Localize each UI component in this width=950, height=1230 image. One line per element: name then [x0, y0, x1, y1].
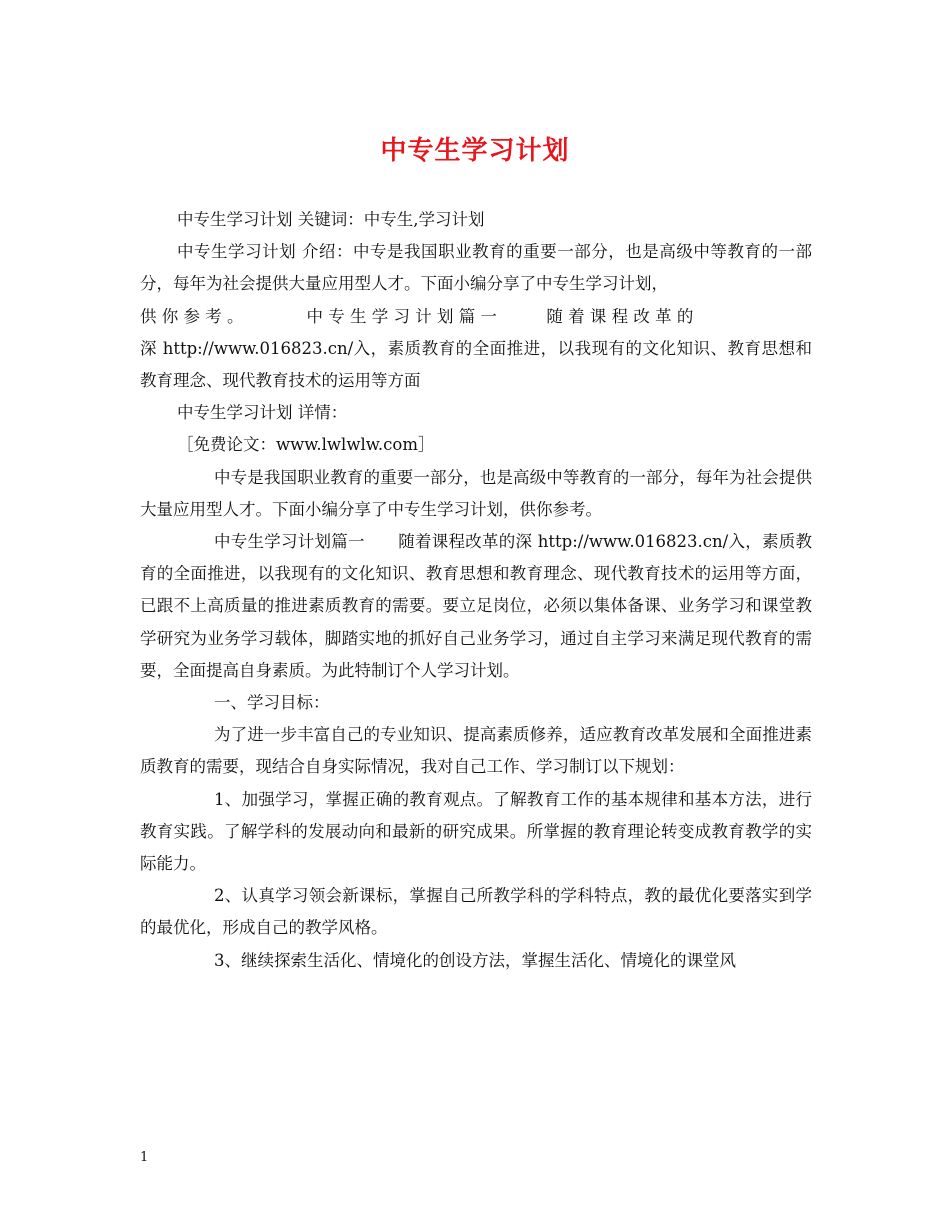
page-number: 1: [140, 1150, 149, 1165]
body-paragraph: 中专生学习计划篇一 随着课程改革的深 http://www.016823.cn/入，素质教育的全面推进，以我现有的文化知识、教育思想和教育理念、现代教育技术的运用等方面，已跟不上高质量的推进素质教育的需要。要立足岗位，必须以集体备课、业务学习和课堂教学研究为业务学习载体，脚踏实地的抓好自己业务学习，通过自主学习来满足现代教育的需要，全面提高自身素质。为此特制订个人学习计划。: [140, 532, 812, 680]
intro-paragraph-cont: 深 http://www.016823.cn/入，素质教育的全面推进，以我现有的文化知识、教育思想和教育理念、现代教育技术的运用等方面: [140, 338, 812, 391]
body-paragraph: 为了进一步丰富自己的专业知识、提高素质修养，适应教育改革发展和全面推进素质教育的需要，现结合自身实际情况，我对自己工作、学习制订以下规划：: [140, 725, 812, 777]
list-item: 2、认真学习领会新课标，掌握自己所教学科的学科特点，教的最优化要落实到学的最优化，形成自己的教学风格。: [140, 886, 812, 938]
intro-paragraph-spaced: 供 你 参 考 。 中 专 生 学 习 计 划 篇 一 随 着 课 程 改 革 的: [140, 306, 694, 326]
section-heading: 一、学习目标：: [214, 693, 330, 713]
keywords-paragraph: 中专生学习计划 关键词：中专生,学习计划: [177, 210, 485, 229]
details-label: 中专生学习计划 详情：: [177, 403, 348, 423]
list-item: 3、继续探索生活化、情境化的创设方法，掌握生活化、情境化的课堂风: [214, 950, 736, 970]
body-paragraph: 中专是我国职业教育的重要一部分，也是高级中等教育的一部分，每年为社会提供大量应用型人才。下面小编分享了中专生学习计划，供你参考。: [140, 467, 812, 519]
document-body: [140, 204, 812, 977]
document-title: 中专生学习计划: [380, 136, 570, 166]
intro-paragraph: 中专生学习计划 介绍：中专是我国职业教育的重要一部分，也是高级中等教育的一部分，每年为社会提供大量应用型人才。下面小编分享了中专生学习计划，: [140, 242, 812, 294]
list-item: 1、加强学习，掌握正确的教育观点。了解教育工作的基本规律和基本方法，进行教育实践。了解学科的发展动向和最新的研究成果。所掌握的教育理论转变成教育教学的实际能力。: [140, 789, 812, 874]
free-paper-note: ［免费论文：www.lwlwlw.com］: [177, 435, 435, 455]
